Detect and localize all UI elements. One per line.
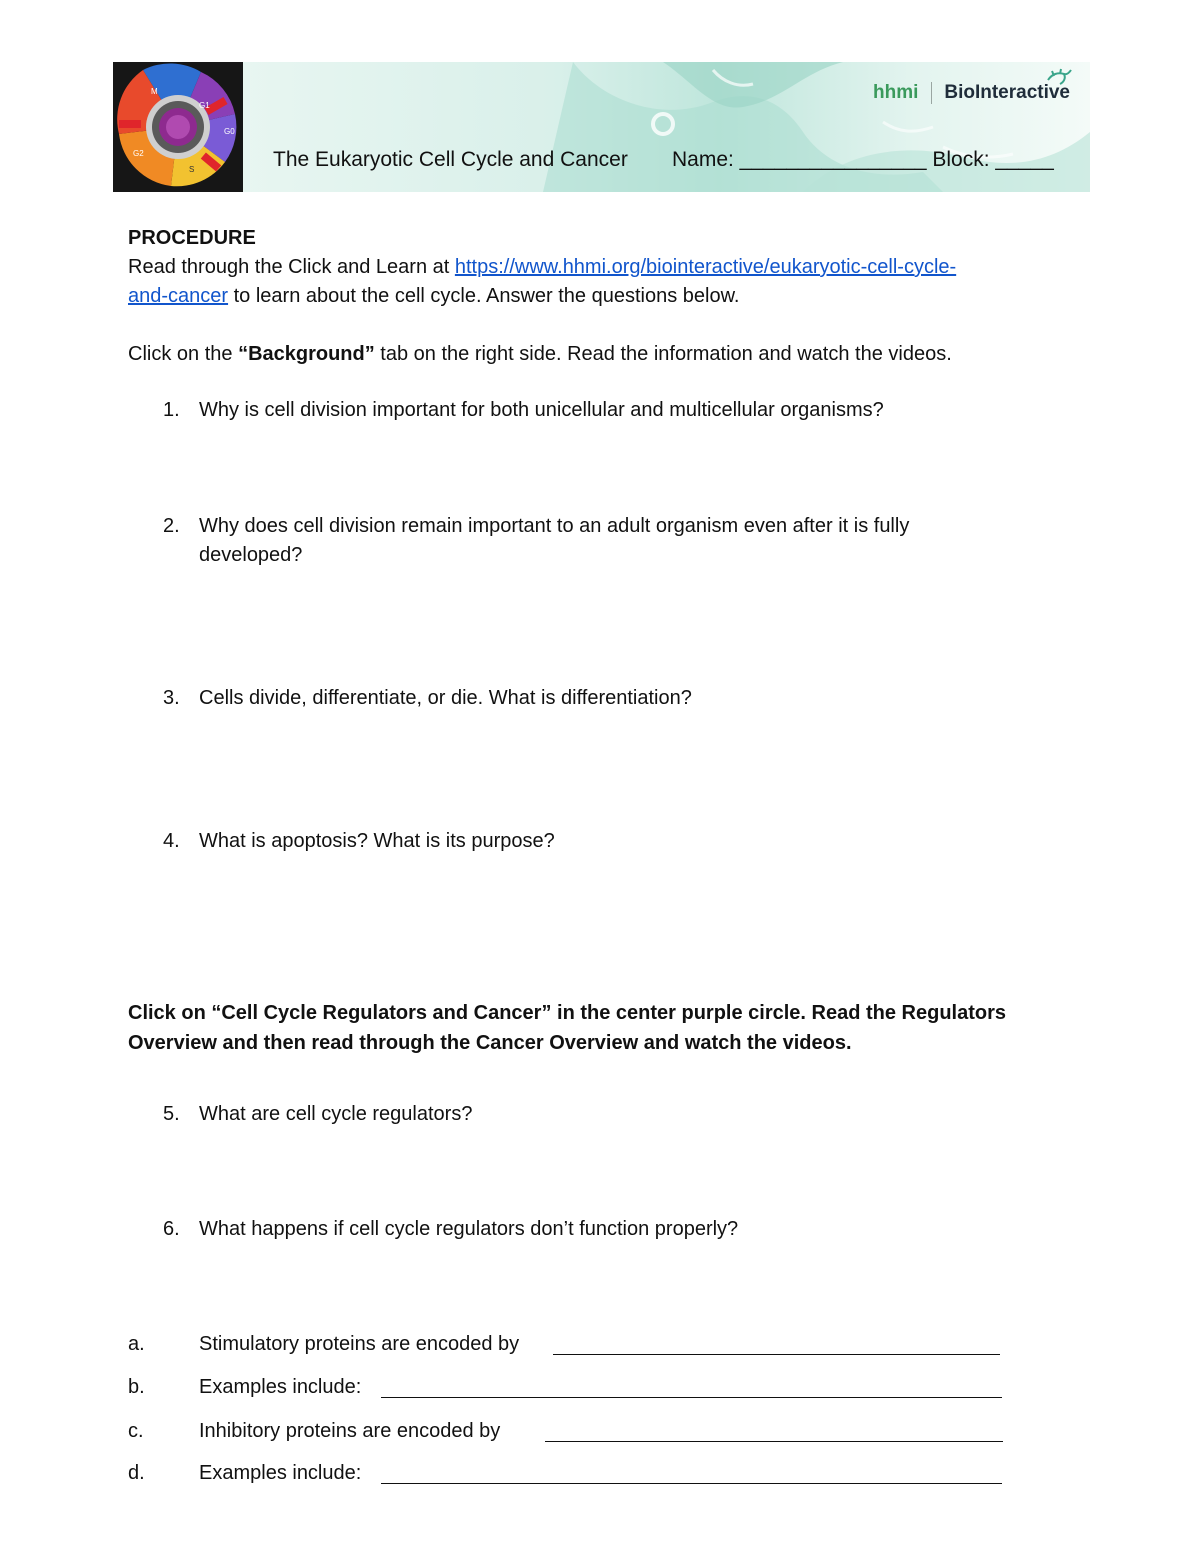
procedure-intro-line2 bbox=[128, 282, 739, 311]
question-text: What happens if cell cycle regulators don’t function properly? bbox=[199, 1218, 739, 1240]
lizard-icon bbox=[1046, 68, 1072, 86]
cell-cycle-logo bbox=[113, 62, 243, 192]
procedure-heading: PROCEDURE bbox=[128, 227, 256, 249]
background-tab-name: “Background” bbox=[238, 343, 375, 365]
question-text: What are cell cycle regulators? bbox=[199, 1103, 473, 1125]
svg-text:G1: G1 bbox=[199, 101, 210, 110]
svg-text:S: S bbox=[189, 165, 195, 174]
regulators-instruction-line1: Click on “Cell Cycle Regulators and Cancer” in the center purple circle. Read the Regulators bbox=[128, 1002, 1007, 1024]
hhmi-biointeractive-logo bbox=[873, 82, 1070, 112]
brand-divider bbox=[931, 82, 932, 104]
question-number: 6. bbox=[163, 1218, 180, 1240]
answer-blank[interactable] bbox=[381, 1397, 1002, 1398]
answer-blank[interactable] bbox=[553, 1354, 1000, 1355]
answer-blank[interactable] bbox=[381, 1483, 1002, 1484]
background-instruction bbox=[128, 340, 952, 369]
svg-text:G2: G2 bbox=[133, 149, 144, 158]
question-number: 3. bbox=[163, 687, 180, 709]
click-and-learn-link-continued[interactable]: and-cancer bbox=[128, 285, 229, 307]
fill-in-letter: b. bbox=[128, 1376, 145, 1398]
header-banner bbox=[113, 62, 1090, 192]
intro-prefix: Read through the Click and Learn at bbox=[128, 256, 455, 278]
question-text: Why does cell division remain important to an adult organism even after it is fully developed? bbox=[199, 515, 910, 566]
fill-in-text: Examples include: bbox=[199, 1376, 362, 1398]
biointeractive-wordmark: BioInteractive bbox=[944, 82, 1070, 103]
name-block-field: Name: ________________ Block: _____ bbox=[672, 148, 1054, 171]
background-prefix: Click on the bbox=[128, 343, 239, 365]
fill-in-text: Inhibitory proteins are encoded by bbox=[199, 1420, 501, 1442]
hhmi-wordmark: hhmi bbox=[873, 82, 919, 103]
svg-text:G0: G0 bbox=[224, 127, 235, 136]
fill-in-letter: c. bbox=[128, 1420, 144, 1442]
fill-in-letter: a. bbox=[128, 1333, 145, 1355]
answer-blank[interactable] bbox=[545, 1441, 1003, 1442]
question-text: Cells divide, differentiate, or die. What is differentiation? bbox=[199, 687, 692, 709]
question-number: 1. bbox=[163, 399, 180, 421]
procedure-intro-line1 bbox=[128, 253, 956, 282]
question-number: 2. bbox=[163, 515, 180, 537]
regulators-instruction-line2: Overview and then read through the Cancer Overview and watch the videos. bbox=[128, 1032, 852, 1054]
fill-in-text: Examples include: bbox=[199, 1462, 362, 1484]
svg-text:M: M bbox=[151, 87, 158, 96]
question-number: 4. bbox=[163, 830, 180, 852]
question-text: What is apoptosis? What is its purpose? bbox=[199, 830, 555, 852]
question-number: 5. bbox=[163, 1103, 180, 1125]
question-text: Why is cell division important for both unicellular and multicellular organisms? bbox=[199, 399, 884, 421]
background-suffix: tab on the right side. Read the information and watch the videos. bbox=[374, 343, 952, 365]
cell-cycle-wheel-icon bbox=[113, 62, 243, 192]
fill-in-text: Stimulatory proteins are encoded by bbox=[199, 1333, 520, 1355]
fill-in-letter: d. bbox=[128, 1462, 145, 1484]
click-and-learn-link[interactable]: https://www.hhmi.org/biointeractive/eukaryotic-cell-cycle- bbox=[454, 256, 957, 278]
worksheet-title: The Eukaryotic Cell Cycle and Cancer bbox=[273, 148, 628, 171]
intro-suffix: to learn about the cell cycle. Answer the questions below. bbox=[228, 285, 740, 307]
